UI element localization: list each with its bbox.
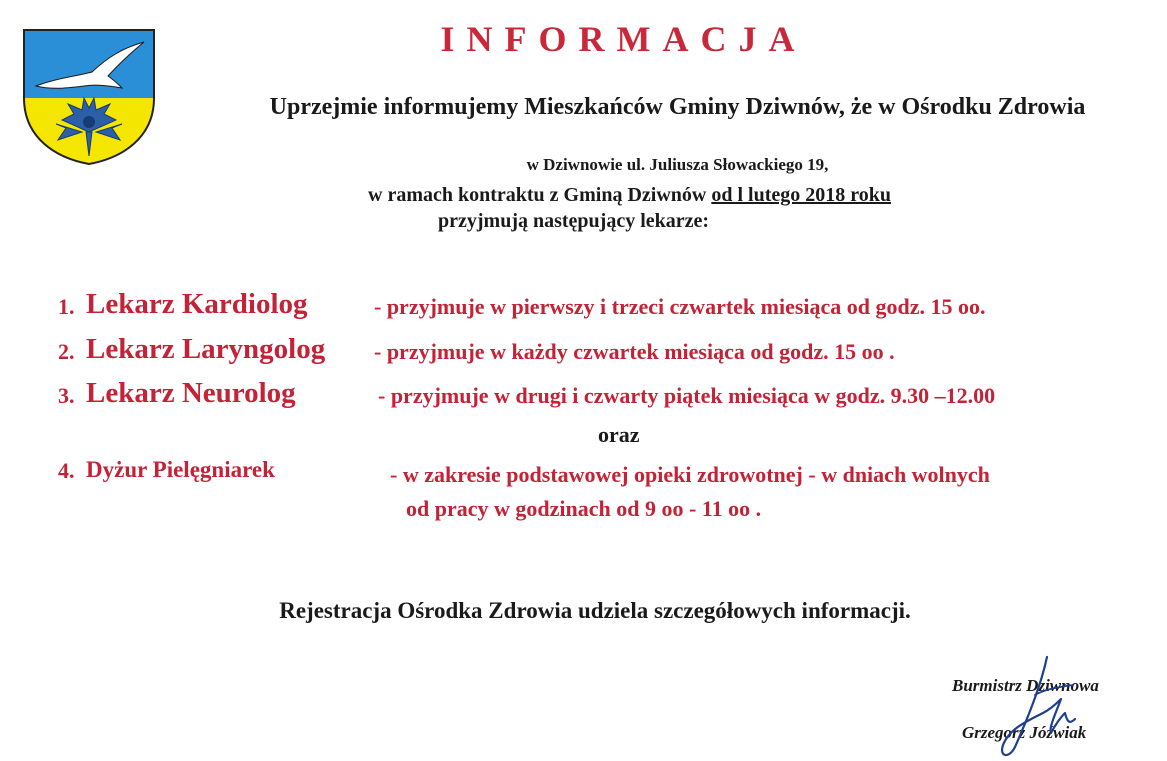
- schedule-text: - przyjmuje w każdy czwartek miesiąca od godz. 15 oo .: [374, 339, 895, 364]
- nurse-duty-name: Dyżur Pielęgniarek: [86, 457, 275, 482]
- item-number: 4.: [58, 458, 75, 483]
- doctor-name: Lekarz Kardiolog: [86, 288, 308, 320]
- oraz-text: oraz: [598, 422, 640, 447]
- item-number: 1.: [58, 294, 75, 319]
- doctor-name: Lekarz Neurolog: [86, 377, 296, 409]
- signature-name: Grzegorz Jóźwiak: [962, 723, 1087, 742]
- registration-text: Rejestracja Ośrodka Zdrowia udziela szczegółowych informacji.: [279, 598, 911, 623]
- address-text: w Dziwnowie ul. Juliusza Słowackiego 19,: [526, 155, 829, 174]
- doctor-name: Lekarz Laryngolog: [86, 333, 326, 365]
- intro-text: Uprzejmie informujemy Mieszkańców Gminy Dziwnów, że w Ośrodku Zdrowia: [269, 94, 1086, 120]
- item-number: 2.: [58, 339, 75, 364]
- receive-text: przyjmują następujący lekarze:: [438, 210, 710, 232]
- contract-line: [368, 184, 891, 207]
- document-title: INFORMACJA: [440, 19, 807, 59]
- schedule-text: - przyjmuje w pierwszy i trzeci czwartek miesiąca od godz. 15 oo.: [374, 294, 986, 319]
- nurse-duty-text: - w zakresie podstawowej opieki zdrowotnej - w dniach wolnych: [390, 462, 990, 487]
- contract-date: od l lutego 2018 roku: [711, 184, 892, 206]
- item-number: 3.: [58, 383, 75, 408]
- nurse-duty-text-continued: od pracy w godzinach od 9 oo - 11 oo .: [406, 496, 762, 521]
- schedule-text: - przyjmuje w drugi i czwarty piątek miesiąca w godz. 9.30 –12.00: [378, 383, 996, 408]
- signature-icon: [985, 655, 1095, 761]
- signature-title: Burmistrz Dziwnowa: [952, 676, 1099, 695]
- contract-prefix: w ramach kontraktu z Gminą Dziwnów: [368, 184, 712, 206]
